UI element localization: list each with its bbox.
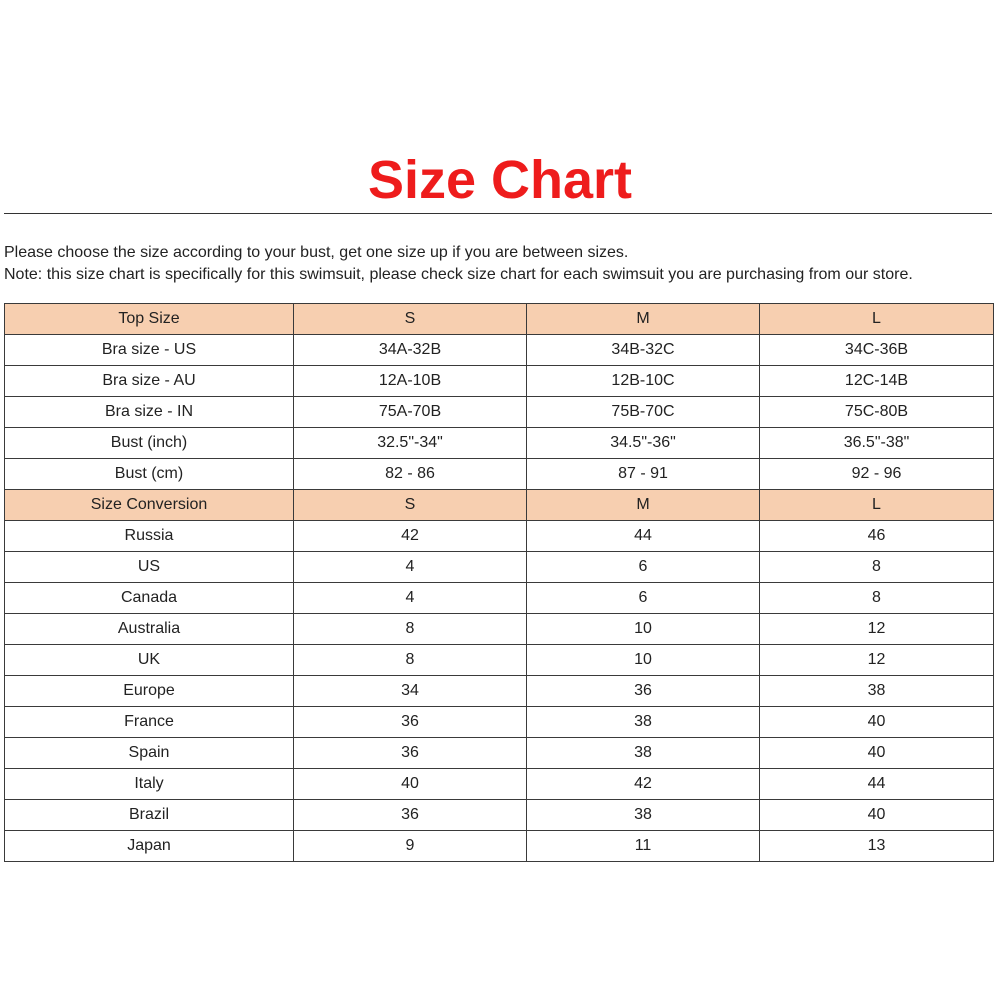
row-label: Italy xyxy=(5,769,294,800)
cell-s: 42 xyxy=(294,521,527,552)
cell-l: 36.5"-38" xyxy=(760,428,994,459)
cell-m: 75B-70C xyxy=(527,397,760,428)
instruction-line: Please choose the size according to your bust, get one size up if you are between sizes. xyxy=(4,244,629,261)
row-label: France xyxy=(5,707,294,738)
cell-m: 38 xyxy=(527,800,760,831)
cell-s: 4 xyxy=(294,583,527,614)
row-label: Bra size - US xyxy=(5,335,294,366)
header-cell-size-conversion: Size Conversion xyxy=(5,490,294,521)
cell-l: 75C-80B xyxy=(760,397,994,428)
table-row xyxy=(5,459,994,490)
page-title: Size Chart xyxy=(367,150,633,210)
cell-s: 36 xyxy=(294,738,527,769)
size-conversion-header-row xyxy=(5,490,994,521)
row-label: Australia xyxy=(5,614,294,645)
row-label: Brazil xyxy=(5,800,294,831)
cell-l: 40 xyxy=(760,707,994,738)
cell-m: 6 xyxy=(527,552,760,583)
row-label: Europe xyxy=(5,676,294,707)
note-line: Note: this size chart is specifically for this swimsuit, please check size chart for each swimsuit you are purchasing from our store. xyxy=(4,266,913,283)
table-row xyxy=(5,707,994,738)
table-row xyxy=(5,800,994,831)
title-divider xyxy=(4,213,992,214)
cell-l: 40 xyxy=(760,738,994,769)
cell-s: 4 xyxy=(294,552,527,583)
header-cell-s: S xyxy=(294,304,527,335)
row-label: UK xyxy=(5,645,294,676)
cell-s: 40 xyxy=(294,769,527,800)
cell-l: 8 xyxy=(760,583,994,614)
row-label: Bust (inch) xyxy=(5,428,294,459)
table-row xyxy=(5,831,994,862)
cell-l: 13 xyxy=(760,831,994,862)
header-cell-s: S xyxy=(294,490,527,521)
cell-s: 8 xyxy=(294,645,527,676)
row-label: Bust (cm) xyxy=(5,459,294,490)
cell-s: 34A-32B xyxy=(294,335,527,366)
table-row xyxy=(5,552,994,583)
table-row xyxy=(5,366,994,397)
cell-l: 46 xyxy=(760,521,994,552)
cell-l: 92 - 96 xyxy=(760,459,994,490)
header-cell-l: L xyxy=(760,490,994,521)
row-label: Bra size - AU xyxy=(5,366,294,397)
table-row xyxy=(5,335,994,366)
cell-s: 32.5"-34" xyxy=(294,428,527,459)
cell-m: 42 xyxy=(527,769,760,800)
size-chart-table xyxy=(4,303,994,862)
cell-s: 8 xyxy=(294,614,527,645)
cell-m: 34.5"-36" xyxy=(527,428,760,459)
table-row xyxy=(5,738,994,769)
cell-l: 12 xyxy=(760,614,994,645)
cell-m: 34B-32C xyxy=(527,335,760,366)
cell-l: 12C-14B xyxy=(760,366,994,397)
cell-m: 6 xyxy=(527,583,760,614)
table-row xyxy=(5,397,994,428)
table-row xyxy=(5,428,994,459)
cell-m: 10 xyxy=(527,645,760,676)
cell-m: 87 - 91 xyxy=(527,459,760,490)
cell-m: 12B-10C xyxy=(527,366,760,397)
cell-m: 36 xyxy=(527,676,760,707)
table-row xyxy=(5,676,994,707)
header-cell-m: M xyxy=(527,304,760,335)
cell-m: 11 xyxy=(527,831,760,862)
row-label: Canada xyxy=(5,583,294,614)
cell-s: 36 xyxy=(294,707,527,738)
table-row xyxy=(5,614,994,645)
row-label: US xyxy=(5,552,294,583)
cell-m: 38 xyxy=(527,707,760,738)
instructions xyxy=(4,242,996,286)
row-label: Bra size - IN xyxy=(5,397,294,428)
header-cell-l: L xyxy=(760,304,994,335)
cell-s: 82 - 86 xyxy=(294,459,527,490)
cell-m: 10 xyxy=(527,614,760,645)
cell-l: 38 xyxy=(760,676,994,707)
header-cell-m: M xyxy=(527,490,760,521)
cell-l: 8 xyxy=(760,552,994,583)
cell-m: 44 xyxy=(527,521,760,552)
table-row xyxy=(5,645,994,676)
cell-l: 44 xyxy=(760,769,994,800)
cell-s: 9 xyxy=(294,831,527,862)
header-cell-top-size: Top Size xyxy=(5,304,294,335)
row-label: Russia xyxy=(5,521,294,552)
cell-l: 12 xyxy=(760,645,994,676)
cell-l: 40 xyxy=(760,800,994,831)
cell-s: 12A-10B xyxy=(294,366,527,397)
top-size-header-row xyxy=(5,304,994,335)
row-label: Japan xyxy=(5,831,294,862)
cell-l: 34C-36B xyxy=(760,335,994,366)
cell-s: 75A-70B xyxy=(294,397,527,428)
table-row xyxy=(5,583,994,614)
table-row xyxy=(5,769,994,800)
cell-s: 34 xyxy=(294,676,527,707)
cell-m: 38 xyxy=(527,738,760,769)
table-row xyxy=(5,521,994,552)
row-label: Spain xyxy=(5,738,294,769)
cell-s: 36 xyxy=(294,800,527,831)
